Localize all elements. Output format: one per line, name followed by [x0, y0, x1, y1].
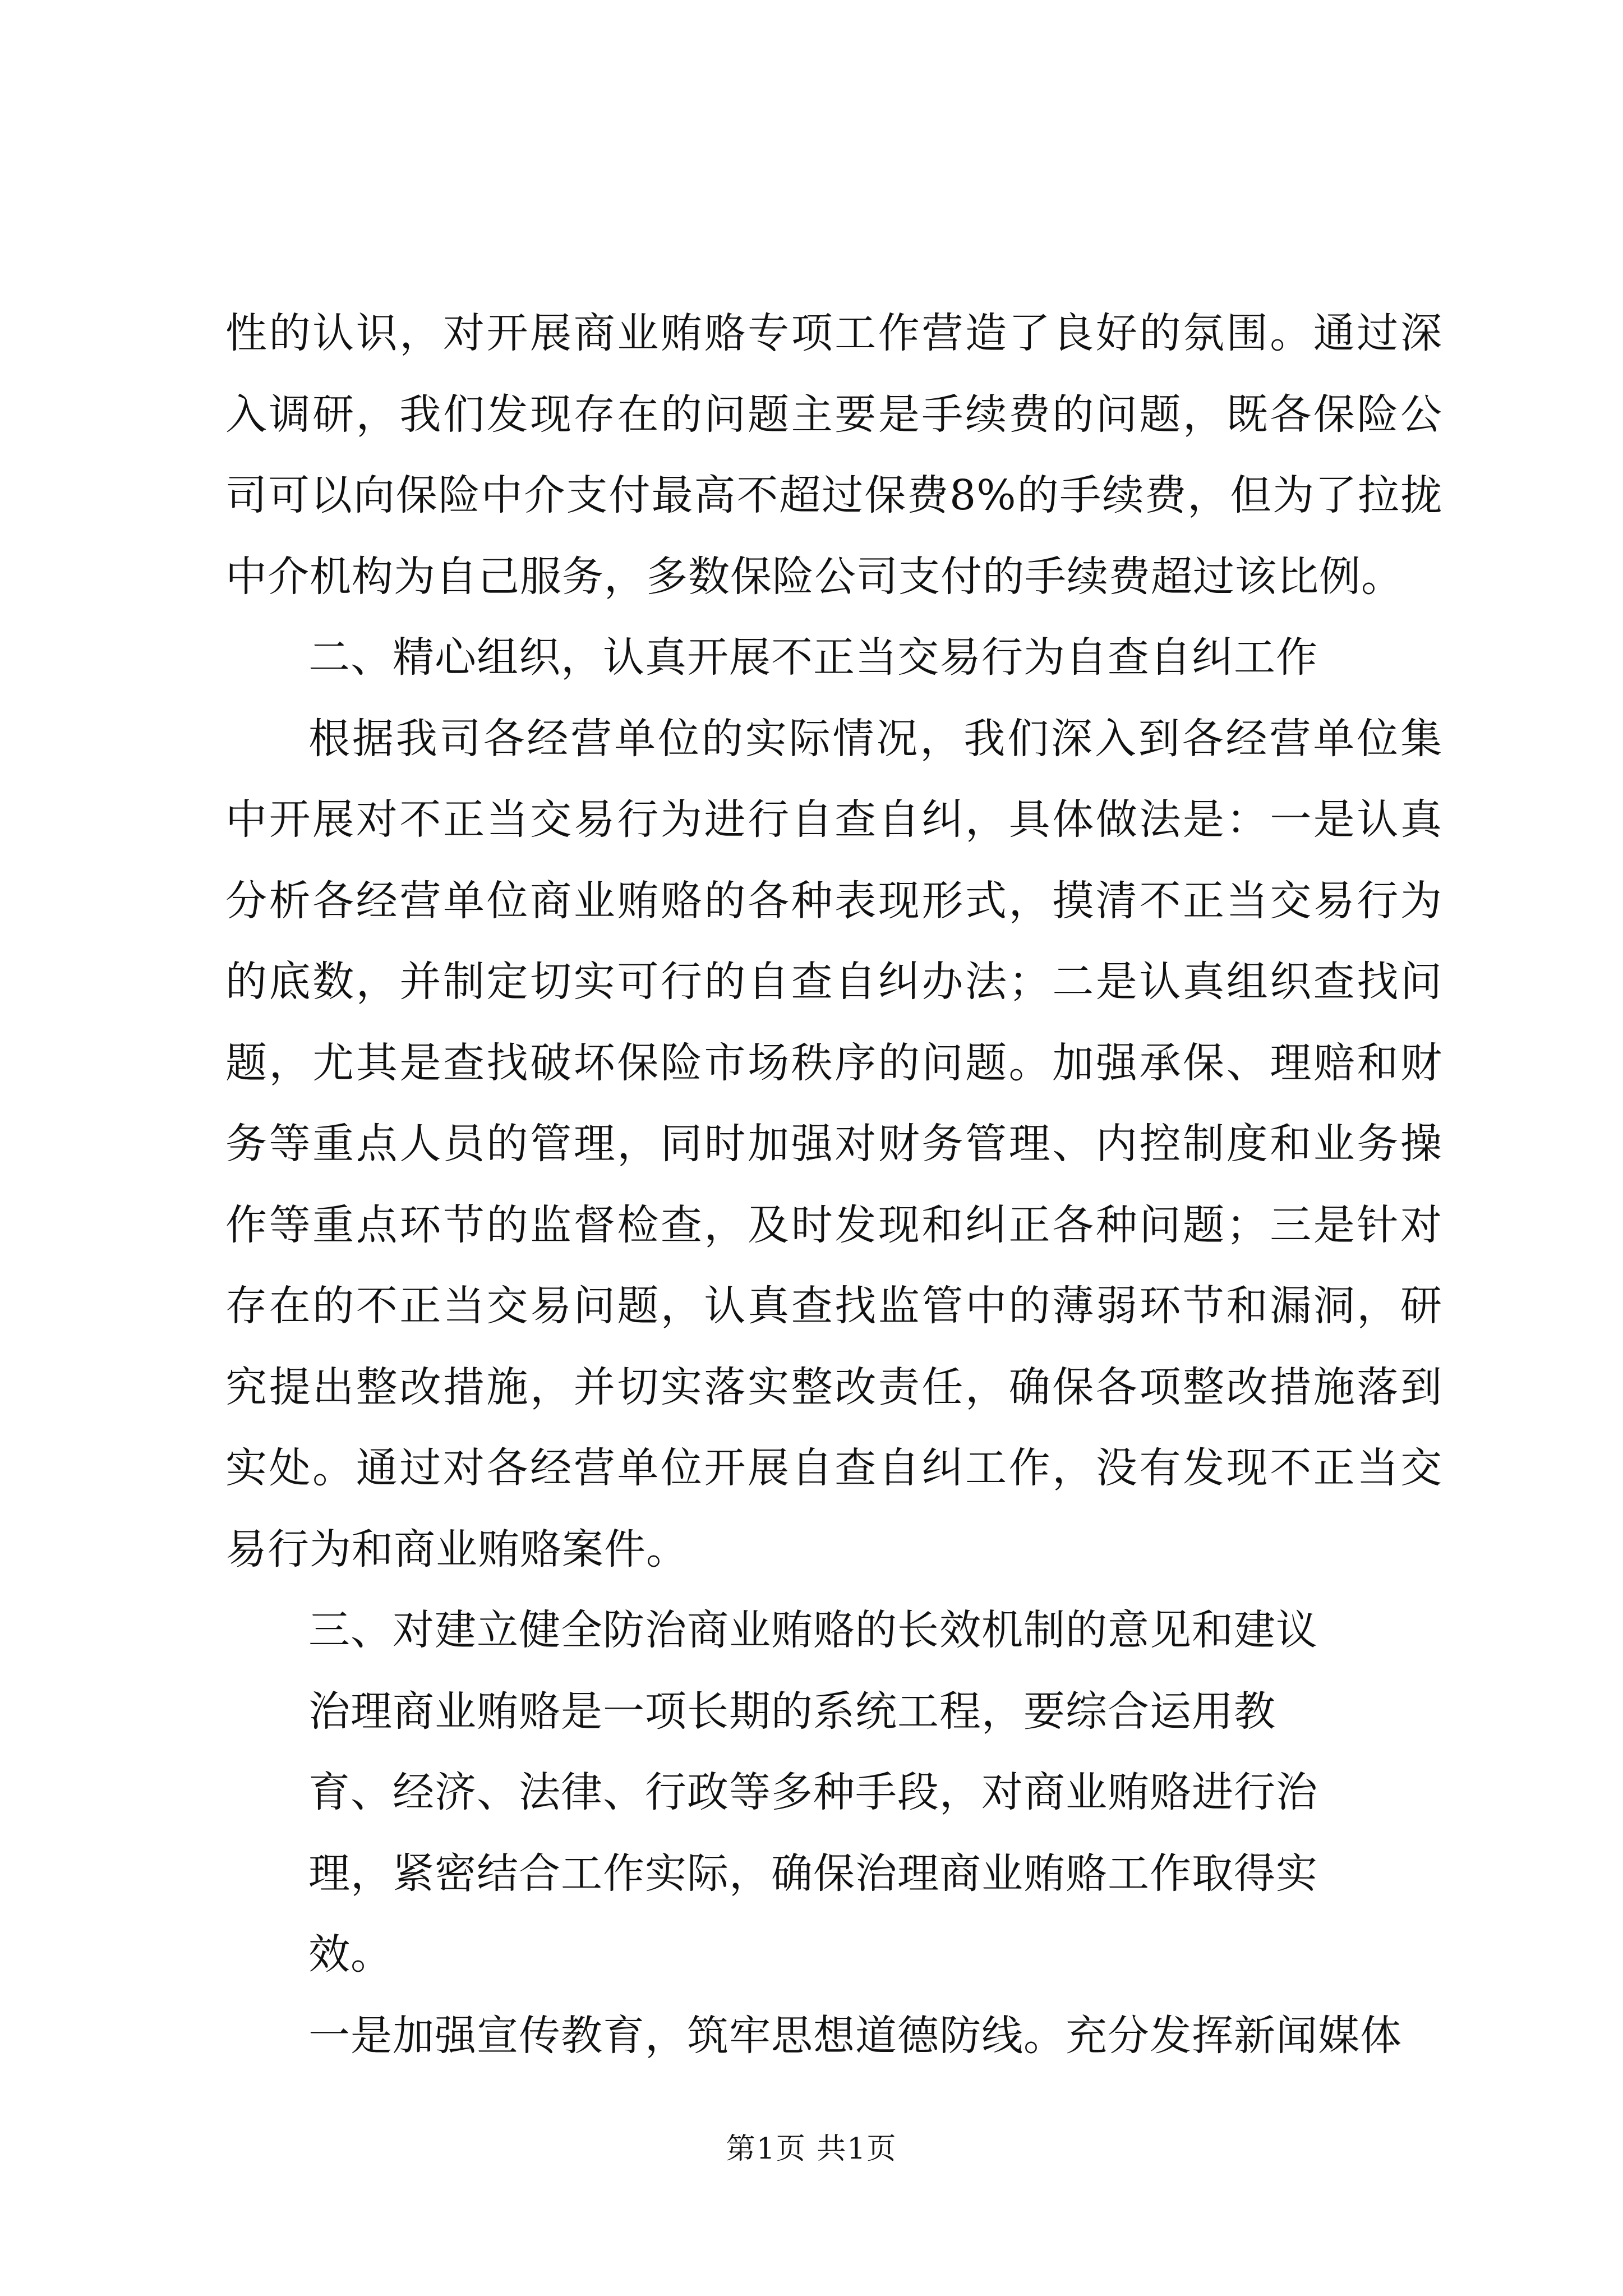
page-footer: 第1页 共1页	[726, 2132, 897, 2166]
section-heading-2: 二、精心组织，认真开展不正当交易行为自查自纠工作	[308, 633, 1318, 682]
paragraph-self-inspection: 根据我司各经营单位的实际情况，我们深入到各经营单位集中开展对不正当交易行为进行自查自纠，具体做法是：一是认真分析各经营单位商业贿赂的各种表现形式，摸清不正当交易行为的底数，并制定切实可行的自查自纠办法；二是认真组织查找问题，尤其是查找破坏保险市场秩序的问题。加强承保、理赔和财务等重点人员的管理，同时加强对财务管理、内控制度和业务操作等重点环节的监督检查，及时发现和纠正各种问题；三是针对存在的不正当交易问题，认真查找监管中的薄弱环节和漏洞，研究提出整改措施，并切实落实整改责任，确保各项整改措施落到实处。通过对各经营单位开展自查自纠工作，没有发现不正当交易行为和商业贿赂案件。	[225, 714, 1442, 1573]
paragraph-governance: 治理商业贿赂是一项长期的系统工程，要综合运用教育、经济、法律、行政等多种手段，对商业贿赂进行治理，紧密结合工作实际，确保治理商业贿赂工作取得实效。	[308, 1687, 1318, 1978]
section-heading-3: 三、对建立健全防治商业贿赂的长效机制的意见和建议	[308, 1606, 1318, 1654]
document-body	[225, 293, 1442, 2076]
paragraph-continuation: 性的认识，对开展商业贿赂专项工作营造了良好的氛围。通过深入调研，我们发现存在的问题主要是手续费的问题，既各保险公司可以向保险中介支付最高不超过保费8%的手续费，但为了拉拢中介机构为自己服务，多数保险公司支付的手续费超过该比例。	[225, 309, 1442, 601]
paragraph-point-one: 一是加强宣传教育，筑牢思想道德防线。充分发挥新闻媒体	[308, 2011, 1402, 2060]
